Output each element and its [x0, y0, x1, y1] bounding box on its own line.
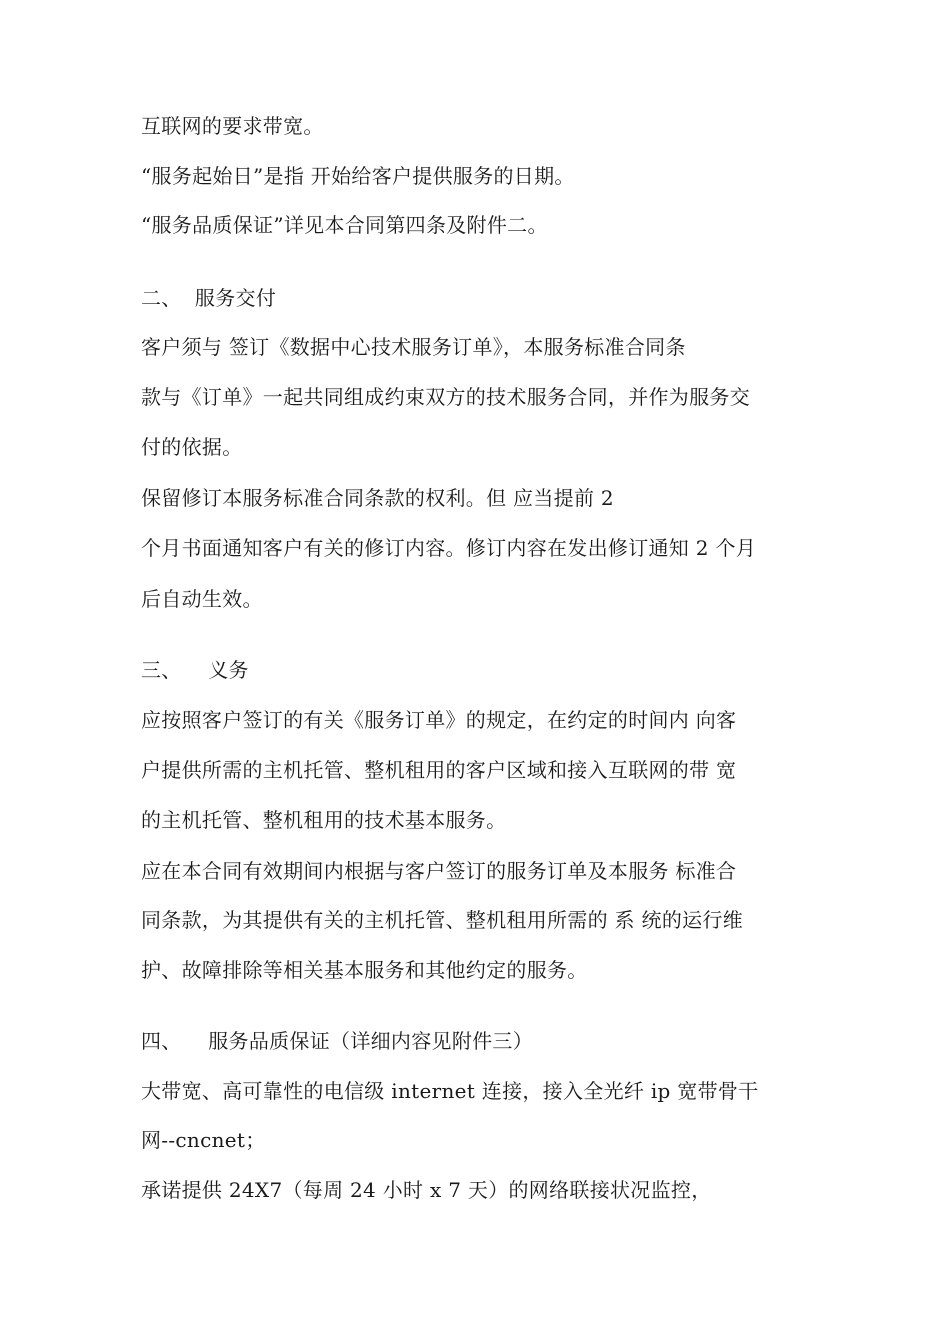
- paragraph-line: 后自动生效。: [141, 587, 263, 611]
- paragraph-line: 护、故障排除等相关基本服务和其他约定的服务。: [141, 958, 588, 982]
- paragraph-line: 保留修订本服务标准合同条款的权利。但 应当提前 2: [141, 486, 614, 510]
- section-heading-2: 二、 服务交付: [141, 286, 277, 310]
- paragraph-line: 应在本合同有效期间内根据与客户签订的服务订单及本服务 标准合: [141, 859, 737, 883]
- definition-service-start-date: “服务起始日”是指 开始给客户提供服务的日期。: [141, 164, 575, 188]
- paragraph-line: 承诺提供 24X7（每周 24 小时 x 7 天）的网络联接状况监控，: [141, 1178, 712, 1202]
- section-heading-3: 三、 义务: [141, 658, 249, 682]
- paragraph-line: 网--cncnet；: [141, 1128, 266, 1152]
- paragraph-line: 应按照客户签订的有关《服务订单》的规定，在约定的时间内 向客: [141, 708, 737, 732]
- paragraph-line: 大带宽、高可靠性的电信级 internet 连接，接入全光纤 ip 宽带骨干: [141, 1079, 759, 1103]
- paragraph-line: 款与《订单》一起共同组成约束双方的技术服务合同，并作为服务交: [141, 385, 750, 409]
- definition-service-quality: “服务品质保证”详见本合同第四条及附件二。: [141, 213, 548, 237]
- paragraph-line: 个月书面通知客户有关的修订内容。修订内容在发出修订通知 2 个月: [141, 536, 757, 560]
- section-heading-4: 四、 服务品质保证（详细内容见附件三）: [141, 1029, 534, 1053]
- paragraph-line: 同条款，为其提供有关的主机托管、整机租用所需的 系 统的运行维: [141, 908, 744, 932]
- paragraph-line: 付的依据。: [141, 435, 243, 459]
- paragraph-line: 互联网的要求带宽。: [141, 114, 324, 138]
- paragraph-line: 户提供所需的主机托管、整机租用的客户区域和接入互联网的带 宽: [141, 758, 737, 782]
- paragraph-line: 客户须与 签订《数据中心技术服务订单》，本服务标准合同条: [141, 335, 686, 359]
- paragraph-line: 的主机托管、整机租用的技术基本服务。: [141, 808, 507, 832]
